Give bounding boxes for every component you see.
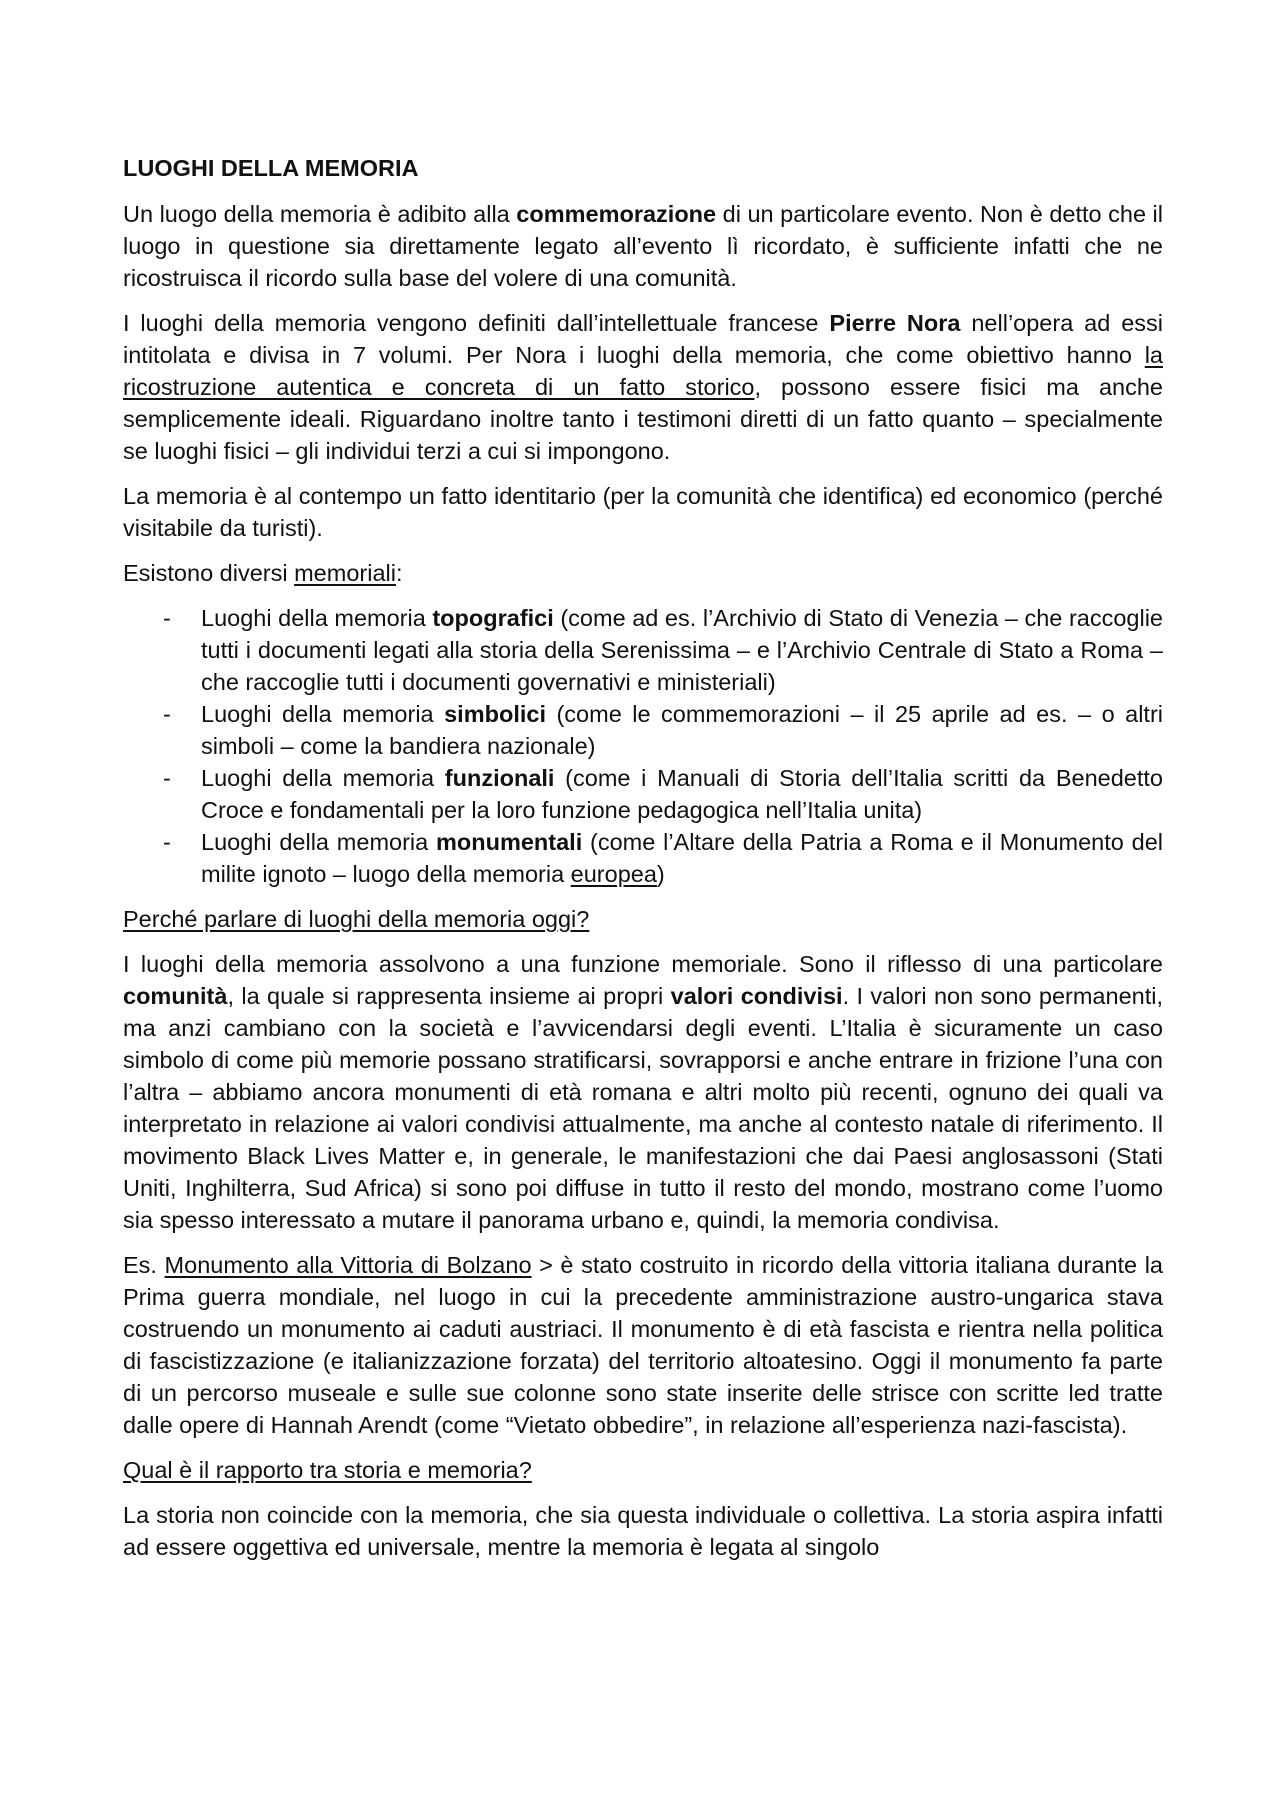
underlined-phrase: europea <box>570 861 657 887</box>
section-heading-oggi: Perché parlare di luoghi della memoria oggi? <box>123 906 590 932</box>
list-dash: - <box>163 829 171 855</box>
list-item: - Luoghi della memoria monumentali (come l’Altare della Patria a Roma e il Monumento del milite ignoto – luogo della memoria europea) <box>123 826 1163 890</box>
paragraph-pierre-nora: I luoghi della memoria vengono definiti dall’intellettuale francese Pierre Nora nell’opera ad essi intitolata e divisa in 7 volumi. Per Nora i luoghi della memoria, che come obiettivo hanno la ricostruzione autentica e concreta di un fatto storico, possono essere fisici ma anche semplicemente ideali. Riguardano inoltre tanto i testimoni diretti di un fatto quanto – specialmente se luoghi fisici – gli individui terzi a cui si impongono. <box>123 310 1163 464</box>
bold-term: simbolici <box>444 701 546 727</box>
paragraph-identity: La memoria è al contempo un fatto identitario (per la comunità che identifica) ed economico (perché visitabile da turisti). <box>123 483 1163 541</box>
list-dash: - <box>163 765 171 791</box>
bold-term: commemorazione <box>516 201 717 227</box>
bold-term: valori condivisi <box>670 983 843 1009</box>
underlined-phrase: memoriali <box>294 560 396 586</box>
memoriali-list <box>123 602 1163 890</box>
bold-term: funzionali <box>444 765 555 791</box>
paragraph-storia: La storia non coincide con la memoria, che sia questa individuale o collettiva. La storia aspira infatti ad essere oggettiva ed universale, mentre la memoria è legata al singolo <box>123 1502 1163 1560</box>
bold-term: monumentali <box>436 829 583 855</box>
document-title: LUOGHI DELLA MEMORIA <box>123 155 419 181</box>
bold-term: comunità <box>123 983 228 1009</box>
paragraph-funzione-memoriale: I luoghi della memoria assolvono a una funzione memoriale. Sono il riflesso di una particolare comunità, la quale si rappresenta insieme ai propri valori condivisi. I valori non sono permanenti, ma anzi cambiano con la società e l’avvicendarsi degli eventi. L’Italia è sicuramente un caso simbolo di come più memorie possano stratificarsi, sovrapporsi e anche entrare in frizione l’una con l’altra – abbiamo ancora monumenti di età romana e altri molto più recenti, ognuno dei quali va interpretato in relazione ai valori condivisi attualmente, ma anche al contesto natale di riferimento. Il movimento Black Lives Matter e, in generale, le manifestazioni che dai Paesi anglosassoni (Stati Uniti, Inghilterra, Sud Africa) si sono poi diffuse in tutto il resto del mondo, mostrano come l’uomo sia spesso interessato a mutare il panorama urbano e, quindi, la memoria condivisa. <box>123 951 1163 1233</box>
list-item: - Luoghi della memoria simbolici (come le commemorazioni – il 25 aprile ad es. – o altri simboli – come la bandiera nazionale) <box>123 698 1163 762</box>
list-dash: - <box>163 605 171 631</box>
list-item: - Luoghi della memoria funzionali (come i Manuali di Storia dell’Italia scritti da Benedetto Croce e fondamentali per la loro funzione pedagogica nell’Italia unita) <box>123 762 1163 826</box>
bold-term: topografici <box>432 605 554 631</box>
list-item: - Luoghi della memoria topografici (come ad es. l’Archivio di Stato di Venezia – che raccoglie tutti i documenti legati alla storia della Serenissima – e l’Archivio Centrale di Stato a Roma – che raccoglie tutti i documenti governativi e ministeriali) <box>123 602 1163 698</box>
underlined-phrase: Monumento alla Vittoria di Bolzano <box>164 1252 532 1278</box>
paragraph-memoriali-intro: Esistono diversi memoriali: <box>123 560 403 586</box>
list-dash: - <box>163 701 171 727</box>
paragraph-definition: Un luogo della memoria è adibito alla commemorazione di un particolare evento. Non è detto che il luogo in questione sia direttamente legato all’evento lì ricordato, è sufficiente infatti che ne ricostruisca il ricordo sulla base del volere di una comunità. <box>123 201 1163 291</box>
underlined-phrase: la ricostruzione autentica e concreta di un fatto storico <box>123 342 1163 400</box>
paragraph-bolzano-example: Es. Monumento alla Vittoria di Bolzano > è stato costruito in ricordo della vittoria italiana durante la Prima guerra mondiale, nel luogo in cui la precedente amministrazione austro-ungarica stava costruendo un monumento ai caduti austriaci. Il monumento è di età fascista e rientra nella politica di fascistizzazione (e italianizzazione forzata) del territorio altoatesino. Oggi il monumento fa parte di un percorso museale e sulle sue colonne sono state inserite delle strisce con scritte led tratte dalle opere di Hannah Arendt (come “Vietato obbedire”, in relazione all’esperienza nazi-fascista). <box>123 1252 1163 1438</box>
section-heading-storia-memoria: Qual è il rapporto tra storia e memoria? <box>123 1457 532 1483</box>
document-page <box>123 152 1163 1576</box>
bold-term: Pierre Nora <box>829 310 961 336</box>
